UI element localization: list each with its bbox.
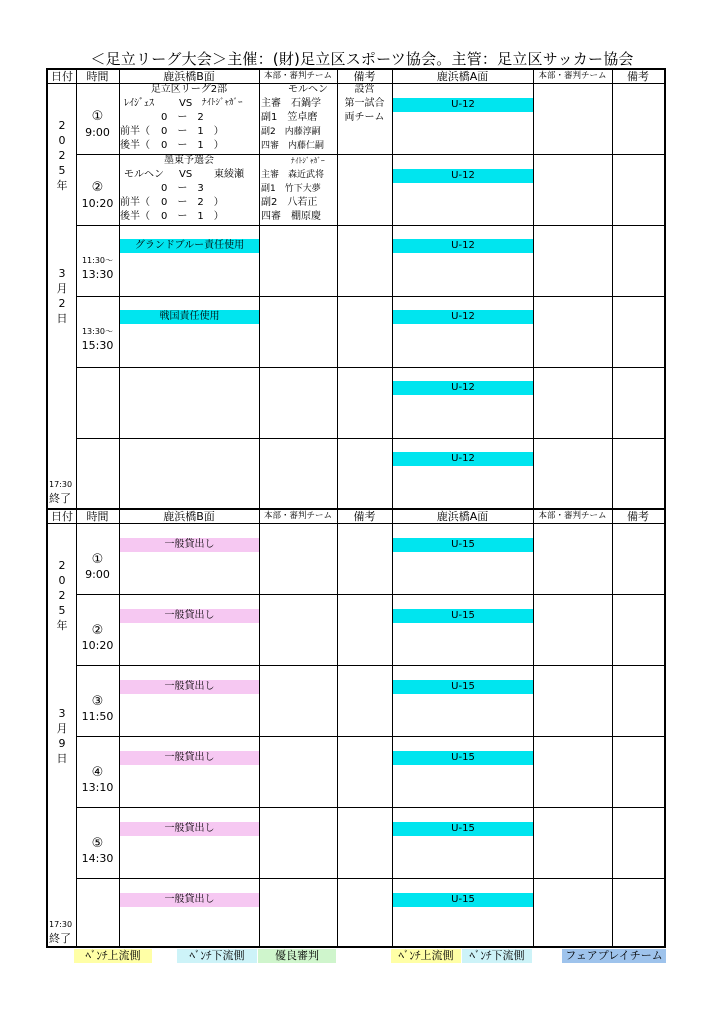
header2-field-a: 鹿浜橋A面 — [436, 510, 489, 523]
day2-slot2-time: 10:20 — [81, 639, 114, 652]
day2-slot1-number: ① — [91, 552, 104, 567]
day1-slot2-number: ② — [91, 180, 104, 195]
header-field-a: 鹿浜橋A面 — [436, 70, 489, 83]
header-staff: 本部・審判チーム — [263, 71, 332, 81]
day1-slot1-league: 足立区リーグ2部 — [150, 84, 228, 95]
day1-slot1-number: ① — [91, 109, 104, 124]
header2-time: 時間 — [86, 510, 109, 523]
day2-slot4-field-a: U-15 — [393, 751, 533, 765]
day2-slot5-time: 14:30 — [81, 852, 114, 865]
day2-slot5-field-a: U-15 — [393, 822, 533, 836]
header-staff-2: 本部・審判チーム — [538, 71, 607, 81]
schedule-table — [46, 68, 666, 948]
day1-slot2-half2-label: 後半（ — [120, 211, 150, 222]
header2-date: 日付 — [51, 510, 73, 523]
day1-slot6-field-a: U-12 — [393, 452, 533, 466]
day2-slot3-field-a: U-15 — [393, 680, 533, 694]
day1-slot3-time-start: 11:30～ — [81, 256, 114, 265]
day1-slot2-home: モルヘン — [124, 169, 164, 180]
day2-slot6-field-b: 一般貸出し — [120, 893, 259, 907]
header-note: 備考 — [353, 70, 376, 83]
day1-slot2-ref-1: 副1 竹下大夢 — [261, 184, 321, 194]
day1-slot2-ref-2: 副2 八若正 — [261, 197, 318, 208]
day1-slot2-ref-main: 主審 森近武将 — [261, 170, 325, 180]
day1-slot2-away: 東綾瀬 — [214, 169, 244, 180]
day1-slot2-half2-score: 0 ー 1 ） — [161, 211, 224, 222]
day1-slot1-half2-score: 0 ー 1 ） — [161, 140, 224, 151]
day2-slot6-field-a: U-15 — [393, 893, 533, 907]
day2-slot4-number: ④ — [91, 765, 104, 780]
day1-slot1-note-1: 設営 — [354, 84, 375, 95]
page-title: ＜足立リーグ大会＞主催：(財)足立区スポーツ協会。主管：足立区サッカー協会 — [90, 50, 634, 68]
day1-slot1-away: ﾅｲﾄｼﾞｬｶﾞｰ — [202, 98, 243, 108]
day2-slot3-time: 11:50 — [81, 710, 114, 723]
legend-fair-play-team: フェアプレイチーム — [562, 949, 666, 963]
day2-slot4-field-b: 一般貸出し — [120, 751, 259, 765]
day1-slot2-ref-4: 四審 棚原慶 — [261, 211, 321, 222]
day1-slot2-vs: VS — [179, 169, 193, 180]
day2-slot4-time: 13:10 — [81, 781, 114, 794]
day1-slot1-ref-main: 主審 石鍋学 — [261, 98, 321, 109]
day1-slot2-score: 0 ー 3 — [161, 183, 204, 194]
day2-slot5-number: ⑤ — [91, 836, 104, 851]
day2-slot1-field-b: 一般貸出し — [120, 538, 259, 552]
day1-slot4-time-start: 13:30～ — [81, 327, 114, 336]
day1-slot2-league: 墨東予選会 — [164, 155, 214, 166]
day1-slot4-field-b: 戦国責任使用 — [120, 310, 259, 324]
day2-slot1-field-a: U-15 — [393, 538, 533, 552]
day1-slot4-time-end: 15:30 — [81, 339, 114, 352]
day2-slot3-field-b: 一般貸出し — [120, 680, 259, 694]
header-note-2: 備考 — [627, 70, 649, 83]
day1-slot1-half1-score: 0 ー 1 ） — [161, 126, 224, 137]
day1-end-label: 終了 — [49, 492, 71, 505]
day2-slot3-number: ③ — [91, 694, 104, 709]
day2-slot2-field-b: 一般貸出し — [120, 609, 259, 623]
day1-slot1-half1-label: 前半（ — [120, 126, 150, 137]
legend-bench-upstream: ﾍﾞﾝﾁ上流側 — [74, 949, 152, 963]
day1-slot1-staff-team: モルヘン — [288, 84, 328, 95]
day1-slot1-ref-4: 四審 内藤仁嗣 — [261, 141, 325, 151]
header-time: 時間 — [86, 70, 109, 83]
header2-staff: 本部・審判チーム — [263, 511, 332, 521]
legend-good-referee: 優良審判 — [258, 949, 336, 963]
day1-slot3-time-end: 13:30 — [81, 268, 114, 281]
day1-slot1-ref-2: 副2 内藤淳嗣 — [261, 127, 321, 137]
day2-date-year: 2 0 2 5 年 — [56, 559, 68, 632]
day2-slot1-time: 9:00 — [85, 568, 110, 581]
day2-date-day: 3 月 9 日 — [56, 707, 68, 765]
header-date: 日付 — [51, 70, 73, 83]
day2-end-label: 終了 — [49, 932, 71, 945]
day1-date-year: 2 0 2 5 年 — [56, 119, 68, 192]
day1-slot1-note-2: 第一試合 — [344, 98, 385, 109]
legend-bench-downstream-2: ﾍﾞﾝﾁ下流側 — [462, 949, 532, 963]
day1-slot1-ref-1: 副1 笠卓磨 — [261, 112, 318, 123]
day1-slot2-field-a: U-12 — [393, 169, 533, 183]
day1-slot1-time: 9:00 — [85, 126, 110, 139]
day1-slot2-time: 10:20 — [81, 197, 114, 210]
day1-end-time: 17:30 — [49, 480, 73, 489]
legend-bench-downstream: ﾍﾞﾝﾁ下流側 — [177, 949, 257, 963]
header2-field-b: 鹿浜橋B面 — [163, 510, 215, 523]
day1-slot1-note-3: 両チーム — [344, 112, 385, 123]
day1-slot1-field-a: U-12 — [393, 98, 533, 112]
header2-staff-2: 本部・審判チーム — [538, 511, 607, 521]
day1-slot1-home: ﾚｲｼﾞｪｽ — [124, 98, 154, 109]
day1-slot3-field-b: グランドブルー責任使用 — [120, 239, 259, 253]
day1-slot1-vs: VS — [179, 98, 193, 109]
day2-slot2-field-a: U-15 — [393, 609, 533, 623]
header2-note-2: 備考 — [627, 510, 649, 523]
day1-slot2-staff-team: ﾅｲﾄｼﾞｬｶﾞｰ — [291, 156, 325, 165]
day2-slot2-number: ② — [91, 623, 104, 638]
header-field-b: 鹿浜橋B面 — [163, 70, 215, 83]
day1-slot2-half1-label: 前半（ — [120, 197, 150, 208]
day1-slot2-half1-score: 0 ー 2 ） — [161, 197, 224, 208]
day2-slot5-field-b: 一般貸出し — [120, 822, 259, 836]
day1-date-day: 3 月 2 日 — [56, 267, 68, 325]
day1-slot3-field-a: U-12 — [393, 239, 533, 253]
day2-end-time: 17:30 — [49, 920, 73, 929]
header2-note: 備考 — [353, 510, 376, 523]
day1-slot1-score: 0 ー 2 — [161, 112, 204, 123]
day1-slot1-half2-label: 後半（ — [120, 140, 150, 151]
day1-slot5-field-a: U-12 — [393, 381, 533, 395]
day1-slot4-field-a: U-12 — [393, 310, 533, 324]
legend-bench-upstream-2: ﾍﾞﾝﾁ上流側 — [391, 949, 461, 963]
